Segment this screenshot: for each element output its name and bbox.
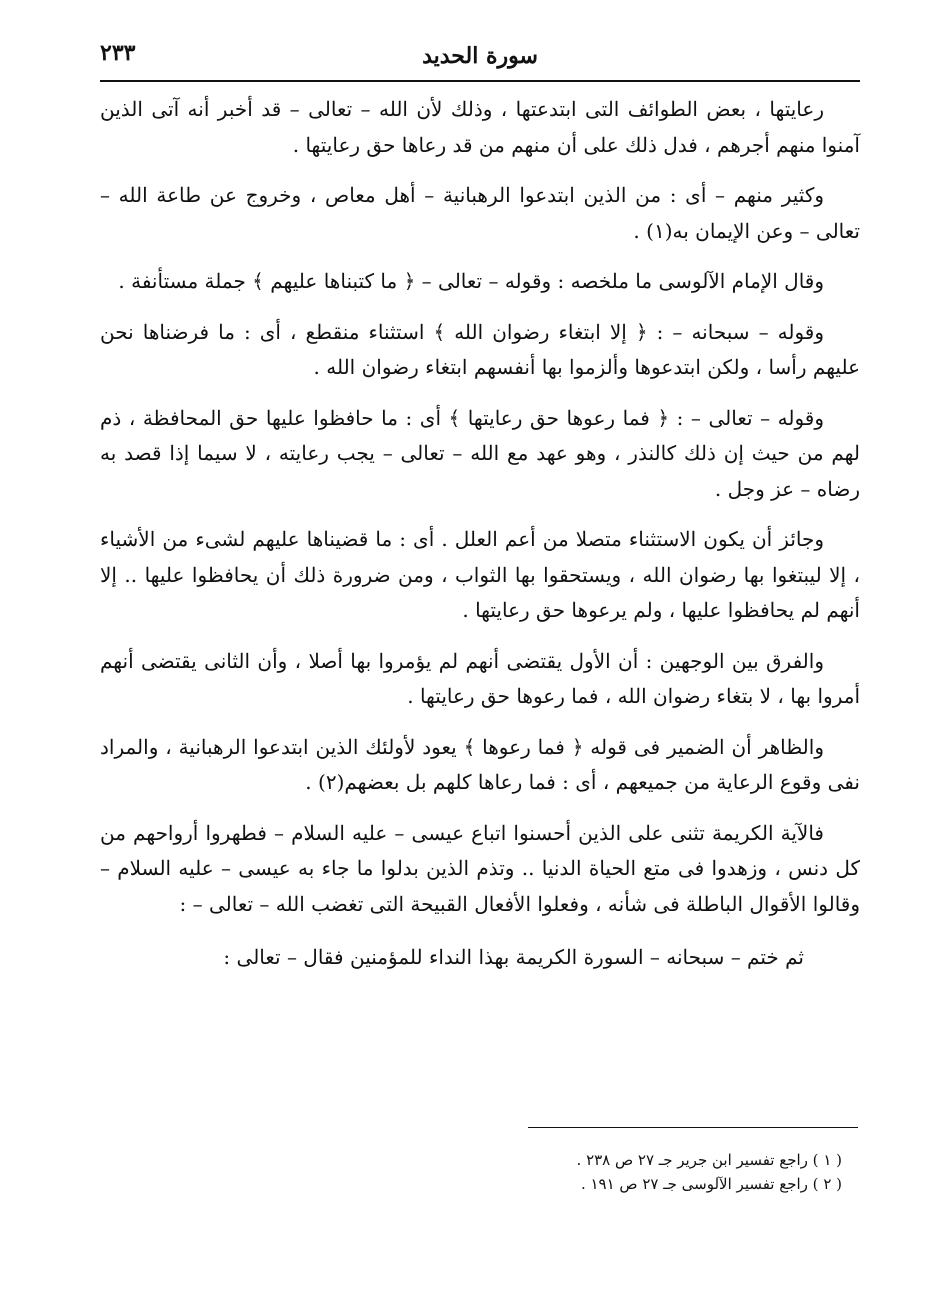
paragraph: وقوله – سبحانه – : ﴿ إلا ابتغاء رضوان الله ﴾ استثناء منقطع ، أى : ما فرضناها نحن عليهم رأسا ، ولكن ابتدعوها وألزموا بها أنفسهم ابتغاء رضوان الله . bbox=[100, 319, 860, 379]
paragraph: وجائز أن يكون الاستثناء متصلا من أعم العلل . أى : ما قضيناها عليهم لشىء من الأشياء ، إلا ليبتغوا بها رضوان الله ، ويستحقوا بها الثواب ، ومن ضرورة ذلك أن يحافظوا عليها .. إلا أنهم لم يحافظوا عليها ، ولم يرعوها حق رعايتها . bbox=[100, 527, 860, 622]
surah-title: سورة الحديد bbox=[422, 43, 538, 69]
footnote: ( ٢ ) راجع تفسير الآلوسى جـ ٢٧ ص ١٩١ . bbox=[580, 1175, 842, 1193]
paragraph: والظاهر أن الضمير فى قوله ﴿ فما رعوها ﴾ يعود لأولئك الذين ابتدعوا الرهبانية ، والمراد نفى وقوع الرعاية من جميعهم ، أى : فما رعاها كلهم بل بعضهم(٢) . bbox=[100, 734, 860, 794]
paragraph: فالآية الكريمة تثنى على الذين أحسنوا اتباع عيسى – عليه السلام – فطهروا أرواحهم من كل دنس ، وزهدوا فى متع الحياة الدنيا .. وتذم الذين بدلوا ما جاء به عيسى – عليه السلام – وقالوا الأقوال الباطلة فى شأنه ، وفعلوا الأفعال القبيحة التى تغضب الله – تعالى – : bbox=[100, 820, 860, 916]
paragraph: وقوله – تعالى – : ﴿ فما رعوها حق رعايتها ﴾ أى : ما حافظوا عليها حق المحافظة ، ذم لهم من حيث إن ذلك كالنذر ، وهو عهد مع الله – تعالى – يجب رعايته ، لا سيما إذا قصد به رضاه – عز وجل . bbox=[100, 405, 860, 501]
page-body bbox=[100, 92, 860, 991]
footnote: ( ١ ) راجع تفسير ابن جرير جـ ٢٧ ص ٢٣٨ . bbox=[576, 1151, 842, 1169]
paragraph: رعايتها ، بعض الطوائف التى ابتدعتها ، وذلك لأن الله – تعالى – قد أخبر أنه آتى الذين آمنوا منهم أجرهم ، فدل ذلك على أن منهم من قد رعاها حق رعايتها . bbox=[100, 97, 860, 157]
closing-paragraph: ثم ختم – سبحانه – السورة الكريمة بهذا النداء للمؤمنين فقال – تعالى : bbox=[223, 945, 804, 969]
page-number: ٢٣٣ bbox=[100, 40, 136, 66]
footnote-rule bbox=[528, 1127, 858, 1128]
paragraph: وكثير منهم – أى : من الذين ابتدعوا الرهبانية – أهل معاص ، وخروج عن طاعة الله – تعالى – وعن الإيمان به(١) . bbox=[100, 183, 860, 243]
footnotes bbox=[422, 1148, 842, 1196]
paragraph: والفرق بين الوجهين : أن الأول يقتضى أنهم لم يؤمروا بها أصلا ، وأن الثانى يقتضى أنهم أمروا بها ، لا بتغاء رضوان الله ، فما رعوها حق رعايتها . bbox=[100, 648, 860, 708]
page-header bbox=[100, 36, 860, 76]
paragraph: وقال الإمام الآلوسى ما ملخصه : وقوله – تعالى – ﴿ ما كتبناها عليهم ﴾ جملة مستأنفة . bbox=[118, 269, 824, 293]
header-rule bbox=[100, 80, 860, 82]
